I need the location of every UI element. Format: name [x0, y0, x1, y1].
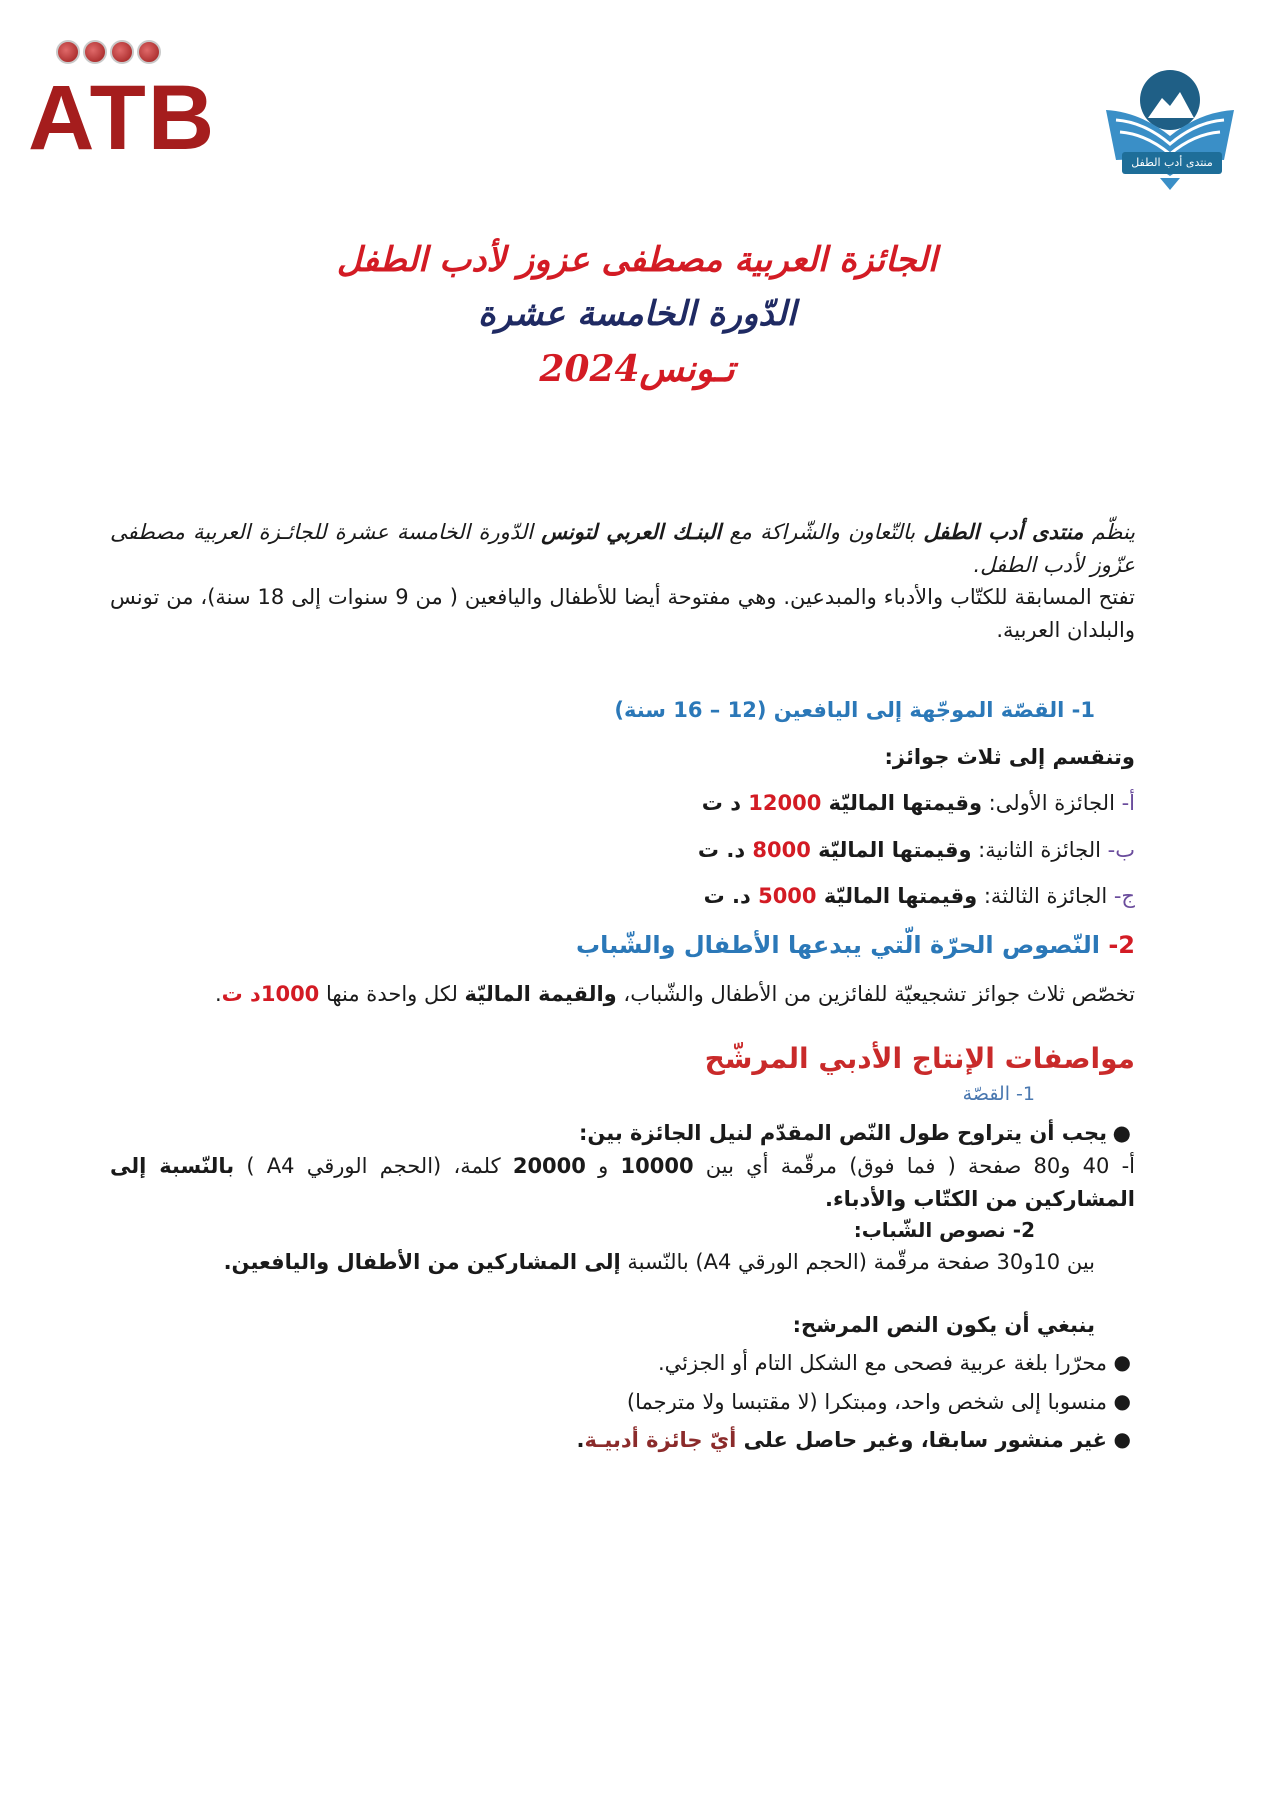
- bank-name: البنـك العربي لتونس: [541, 520, 722, 544]
- requirement-item: ● غير منشور سابقا، وغير حاصل على أيّ جائزة أدبيـة.: [576, 1427, 1131, 1453]
- should-title: ينبغي أن يكون النص المرشح:: [792, 1312, 1095, 1337]
- section1-divided: وتنقسم إلى ثلاث جوائز:: [884, 744, 1135, 769]
- title-block: [0, 240, 1274, 390]
- prize-first: أ- الجائزة الأولى: وقيمتها الماليّة 12000 د ت: [701, 791, 1135, 816]
- location-year-title: تـونس2024: [539, 348, 735, 390]
- eligibility-paragraph: تفتح المسابقة للكتّاب والأدباء والمبدعين. وهي مفتوحة أيضا للأطفال واليافعين ( من 9 سنوات إلى 18 سنة)، من تونس والبلدان العربية.: [110, 585, 1135, 642]
- section2-heading: 2- النّصوص الحرّة الّتي يبدعها الأطفال والشّباب: [575, 930, 1135, 959]
- children-literature-forum-logo: [1100, 40, 1240, 200]
- requirement-item: ● محرّرا بلغة عربية فصحى مع الشكل التام أو الجزئي.: [657, 1350, 1131, 1376]
- section2-text: تخصّص ثلاث جوائز تشجيعيّة للفائزين من الأطفال والشّباب، والقيمة الماليّة لكل واحدة منها 1000د ت.: [214, 982, 1135, 1007]
- prize-third: ج- الجائزة الثالثة: وقيمتها الماليّة 5000 د. ت: [703, 884, 1135, 909]
- prize-second: ب- الجائزة الثانية: وقيمتها الماليّة 8000 د. ت: [697, 837, 1135, 862]
- atb-emblem-icon: [38, 40, 178, 64]
- edition-title: الدّورة الخامسة عشرة: [477, 294, 797, 334]
- specs-sub-story: 1- القصّة: [962, 1083, 1035, 1106]
- section1-heading: 1- القصّة الموجّهة إلى اليافعين (12 – 16 سنة): [614, 698, 1095, 723]
- forum-logo-caption: منتدى أدب الطفل: [1122, 152, 1222, 174]
- organizer-name: منتدى أدب الطفل: [923, 520, 1084, 544]
- atb-logo: [28, 40, 217, 180]
- length-detail: أ- 40 و80 صفحة ( فما فوق) مرقّمة أي بين 10000 و 20000 كلمة، (الحجم الورقي A4 ) بالنّسبة إلى المشاركين من الكتّاب والأدباء.: [110, 1154, 1136, 1211]
- specs-sub-youth: 2- نصوص الشّباب:: [853, 1218, 1035, 1243]
- length-title: ● يجب أن يتراوح طول النّص المقدّم لنيل الجائزة بين:: [578, 1121, 1131, 1146]
- atb-logo-text: ATB: [28, 67, 217, 169]
- intro-paragraph: ينظّم منتدى أدب الطفل بالتّعاون والشّراكة مع البنـك العربي لتونس الدّورة الخامسة عشرة للجائـزة العربية مصطفى عزّوز لأدب الطفل.: [110, 520, 1136, 577]
- open-book-icon: [1100, 40, 1240, 200]
- announcement-body: [110, 516, 1135, 1463]
- award-title: الجائزة العربية مصطفى عزوز لأدب الطفل: [336, 240, 938, 280]
- youth-detail: بين 10و30 صفحة مرقّمة (الحجم الورقي A4) بالنّسبة إلى المشاركين من الأطفال واليافعين.: [223, 1250, 1095, 1275]
- specs-heading: مواصفات الإنتاج الأدبي المرشّح: [704, 1041, 1135, 1075]
- requirement-item: ● منسوبا إلى شخص واحد، ومبتكرا (لا مقتبسا ولا مترجما): [626, 1388, 1131, 1414]
